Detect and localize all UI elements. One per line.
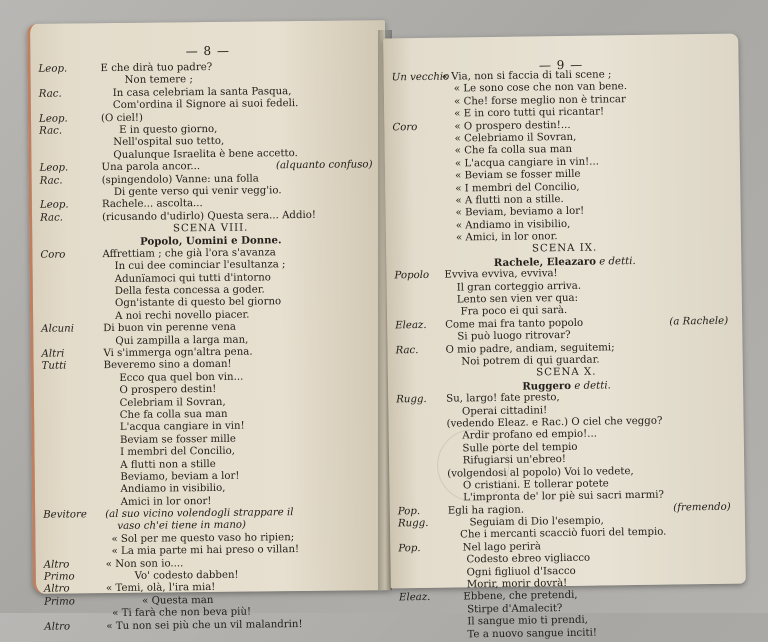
verse-text: « Celebriamo il Sovran, — [454, 131, 577, 145]
left-page — [27, 20, 391, 633]
verse-text: Noi potrem di qui guardar. — [461, 354, 600, 368]
verse-text: « L'acqua cangiare in vin!... — [454, 156, 599, 170]
verse-text: Sulle porte del tempio — [462, 441, 578, 455]
heading-text: SCENA VIII. — [172, 222, 249, 235]
verse-text: Stirpe d'Amalecit? — [467, 602, 563, 616]
verse-text: Te a nuovo sangue inciti! — [467, 627, 597, 640]
verse-text: Il gran corteggio arriva. — [456, 280, 582, 294]
speaker-label: Bevitore — [43, 509, 87, 521]
speaker-label: Rac. — [39, 125, 63, 137]
verse-text: « Che! forse meglio non è trincar — [453, 93, 626, 108]
verse-text: Si può luogo ritrovar? — [457, 330, 571, 343]
verse-text: I membri del Concilio, — [120, 445, 236, 459]
verse-text: Rifugiarsi un'ebreo! — [462, 454, 567, 467]
verse-text: O mio padre, andiam, seguitemi; — [445, 341, 615, 356]
verse-text: Il sangue mio ti prendi, — [467, 614, 589, 628]
verse-text: (spingendolo) Vanne: una folla — [101, 172, 259, 186]
speaker-label: Altro — [43, 583, 70, 596]
verse-text: « Temi, olà, l'ira mia! — [105, 582, 216, 595]
verse-text: (al suo vicino volendogli strappare il — [105, 507, 294, 521]
speaker-label: Leop. — [38, 113, 68, 125]
heading-text: Rachele, Eleazaro — [493, 255, 597, 269]
stage-direction: (fremendo) — [673, 501, 731, 514]
verse-text: Nel lago perirà — [462, 541, 542, 554]
verse-text: Qui zampilla a larga man, — [115, 334, 249, 347]
verse-text: « La mia parte mi hai preso o villan! — [111, 544, 300, 558]
speaker-label: Primo — [44, 596, 75, 608]
page-number: — 9 — — [538, 57, 584, 73]
heading-tail: e detti. — [595, 255, 636, 268]
speaker-label: Rac. — [39, 175, 63, 187]
verse-text: Come mai fra tanto popolo — [445, 317, 584, 331]
speaker-label: Alcuni — [41, 323, 74, 335]
speaker-label: Eleaz. — [398, 592, 431, 604]
heading-text: SCENA IX. — [531, 243, 598, 255]
verse-text: Lento sen vien ver qua: — [456, 292, 579, 306]
verse-text: O prospero destin! — [119, 384, 217, 397]
verse-text: Una parola ancor... — [101, 161, 201, 174]
heading-tail: e detti. — [570, 380, 611, 392]
verse-text: « Via, non si faccia di tali scene ; — [441, 69, 612, 83]
page-number: — 8 — — [185, 43, 231, 59]
verse-text: In casa celebriam la santa Pasqua, — [112, 85, 292, 99]
speaker-label: Pop. — [397, 505, 421, 518]
page-text — [392, 68, 741, 642]
verse-text: « Non son io.... — [105, 557, 184, 570]
verse-text: Ogn'istante di questo bel giorno — [114, 296, 282, 310]
verse-text: « Questa man — [142, 594, 214, 607]
page-text — [38, 60, 385, 634]
speaker-label: Rugg. — [397, 517, 429, 530]
verse-text: A noi rechi novello piacer. — [115, 309, 250, 322]
speaker-label: Rac. — [395, 344, 419, 356]
speaker-label: Altro — [44, 621, 71, 633]
verse-text: Amici in lor onor! — [120, 495, 212, 508]
verse-text: Ebbene, che pretendi, — [463, 590, 578, 603]
speaker-label: Un vecchio — [391, 71, 450, 84]
verse-text: « Le sono cose che non van bene. — [453, 81, 628, 95]
speaker-label: Rac. — [38, 88, 62, 100]
speaker-label: Primo — [43, 571, 75, 583]
verse-text: Fra poco ei qui sarà. — [460, 305, 568, 318]
verse-text: E in questo giorno, — [119, 123, 218, 136]
verse-text: Di buon vin perenne vena — [103, 321, 237, 335]
verse-text: Codesto ebreo vigliacco — [466, 552, 591, 566]
right-page — [383, 34, 746, 640]
verse-text: « O prospero destin!... — [454, 119, 571, 133]
heading-text: Ruggero — [522, 379, 572, 393]
verse-text: Che fa colla sua man — [119, 408, 228, 421]
verse-text: (volgendosi al popolo) Voi lo vedete, — [447, 465, 634, 480]
speaker-label: Rugg. — [396, 394, 427, 406]
speaker-label: Coro — [40, 249, 66, 261]
verse-text: Non temere ; — [124, 74, 193, 87]
verse-text: A flutti non a stille — [120, 458, 216, 471]
speaker-label: Rac. — [40, 212, 64, 224]
verse-text: In cui dee cominciar l'esultanza ; — [114, 259, 286, 273]
verse-text: Rachele... ascolta... — [101, 198, 203, 211]
speaker-label: Tutti — [41, 360, 67, 373]
speaker-label: Leop. — [39, 199, 69, 212]
verse-text: « Amici, in lor onor. — [455, 231, 558, 244]
verse-text: O cristiani. E tollerar potete — [462, 478, 609, 492]
speaker-label: Altro — [43, 559, 70, 571]
verse-text: « A flutti non a stille. — [455, 193, 564, 207]
verse-text: vaso ch'ei tiene in mano) — [117, 520, 247, 533]
verse-text: Operai cittadini! — [461, 404, 548, 417]
verse-text: « Tu non sei più che un vil malandrin! — [106, 618, 303, 632]
verse-text: « Sol per me questo vaso ho ripien; — [111, 531, 295, 545]
verse-text: « Beviam, beviamo a lor! — [455, 206, 585, 219]
verse-text: Di gente verso qui venir vegg'io. — [113, 185, 282, 198]
verse-text: Beviam se fosser mille — [119, 433, 237, 446]
verse-text: « E in coro tutti qui ricantar! — [454, 106, 605, 120]
verse-text: « Beviam se fosser mille — [455, 168, 581, 182]
verse-text: Celebriam il Sovran, — [119, 396, 226, 409]
verse-text: L'acqua cangiare in vin! — [119, 420, 245, 434]
verse-text: Affrettiam ; che già l'ora s'avanza — [102, 247, 276, 260]
verse-text: Ogni figliuol d'Isacco — [466, 565, 576, 579]
verse-text: (ricusando d'udirlo) Questa sera... Addio! — [101, 209, 316, 223]
verse-text: « I membri del Concilio, — [455, 181, 580, 195]
verse-text: Su, largo! fate presto, — [446, 392, 560, 405]
verse-text: Com'ordina il Signore ai suoi fedeli. — [112, 98, 299, 112]
verse-text: (vedendo Eleaz. e Rac.) O ciel che veggo? — [446, 415, 663, 430]
verse-text: Che i mercanti scacciò fuori del tempio. — [460, 527, 667, 541]
verse-text: Della festa concessa a goder. — [114, 284, 265, 298]
speaker-label: Popolo — [394, 270, 430, 282]
heading-text: SCENA X. — [536, 366, 597, 379]
verse-text: Morir, morir dovrà! — [466, 578, 568, 591]
speaker-label: Eleaz. — [395, 319, 427, 332]
stage-direction: (alquanto confuso) — [275, 159, 373, 172]
verse-text: Ecco qua quel bon vin... — [119, 371, 244, 384]
verse-text: Vo' codesto dabben! — [134, 569, 239, 582]
verse-text: Ardir profano ed empio!... — [462, 428, 598, 442]
verse-text: Nell'ospital suo tetto, — [113, 136, 225, 149]
verse-text: Evviva evviva, evviva! — [444, 268, 558, 281]
verse-text: Qualunque Israelita è bene accetto. — [113, 147, 298, 161]
verse-text: « Andiamo in visibilio, — [455, 218, 571, 232]
verse-text: (O ciel!) — [100, 112, 143, 124]
verse-text: Beveremo sino a doman! — [103, 359, 232, 372]
verse-text: « Ti farà che non beva più! — [112, 606, 252, 620]
heading-text: Popolo, Uomini e Donne. — [139, 234, 282, 249]
verse-text: E che dirà tuo padre? — [100, 61, 213, 75]
verse-text: Adunïamoci qui tutti d'intorno — [114, 271, 271, 285]
verse-text: Andiamo in visibilio, — [120, 483, 226, 496]
verse-text: Egli ha ragion. — [447, 504, 525, 517]
speaker-label: Leop. — [38, 63, 68, 75]
speaker-label: Leop. — [39, 162, 69, 174]
speaker-label: Altri — [41, 348, 65, 360]
verse-text: Beviamo, beviam a lor! — [120, 470, 240, 483]
stage-direction: (a Rachele) — [669, 315, 729, 328]
speaker-label: Pop. — [398, 542, 421, 555]
verse-line — [44, 618, 385, 634]
verse-text: « Che fa colla sua man — [454, 144, 573, 157]
verse-text: L'impronta de' lor piè sui sacri marmi? — [463, 489, 665, 504]
verse-text: Seguiam di Dio l'esempio, — [469, 515, 604, 529]
verse-text: Vi s'immerga ogn'altra pena. — [103, 346, 253, 360]
speaker-label: Coro — [392, 121, 418, 133]
